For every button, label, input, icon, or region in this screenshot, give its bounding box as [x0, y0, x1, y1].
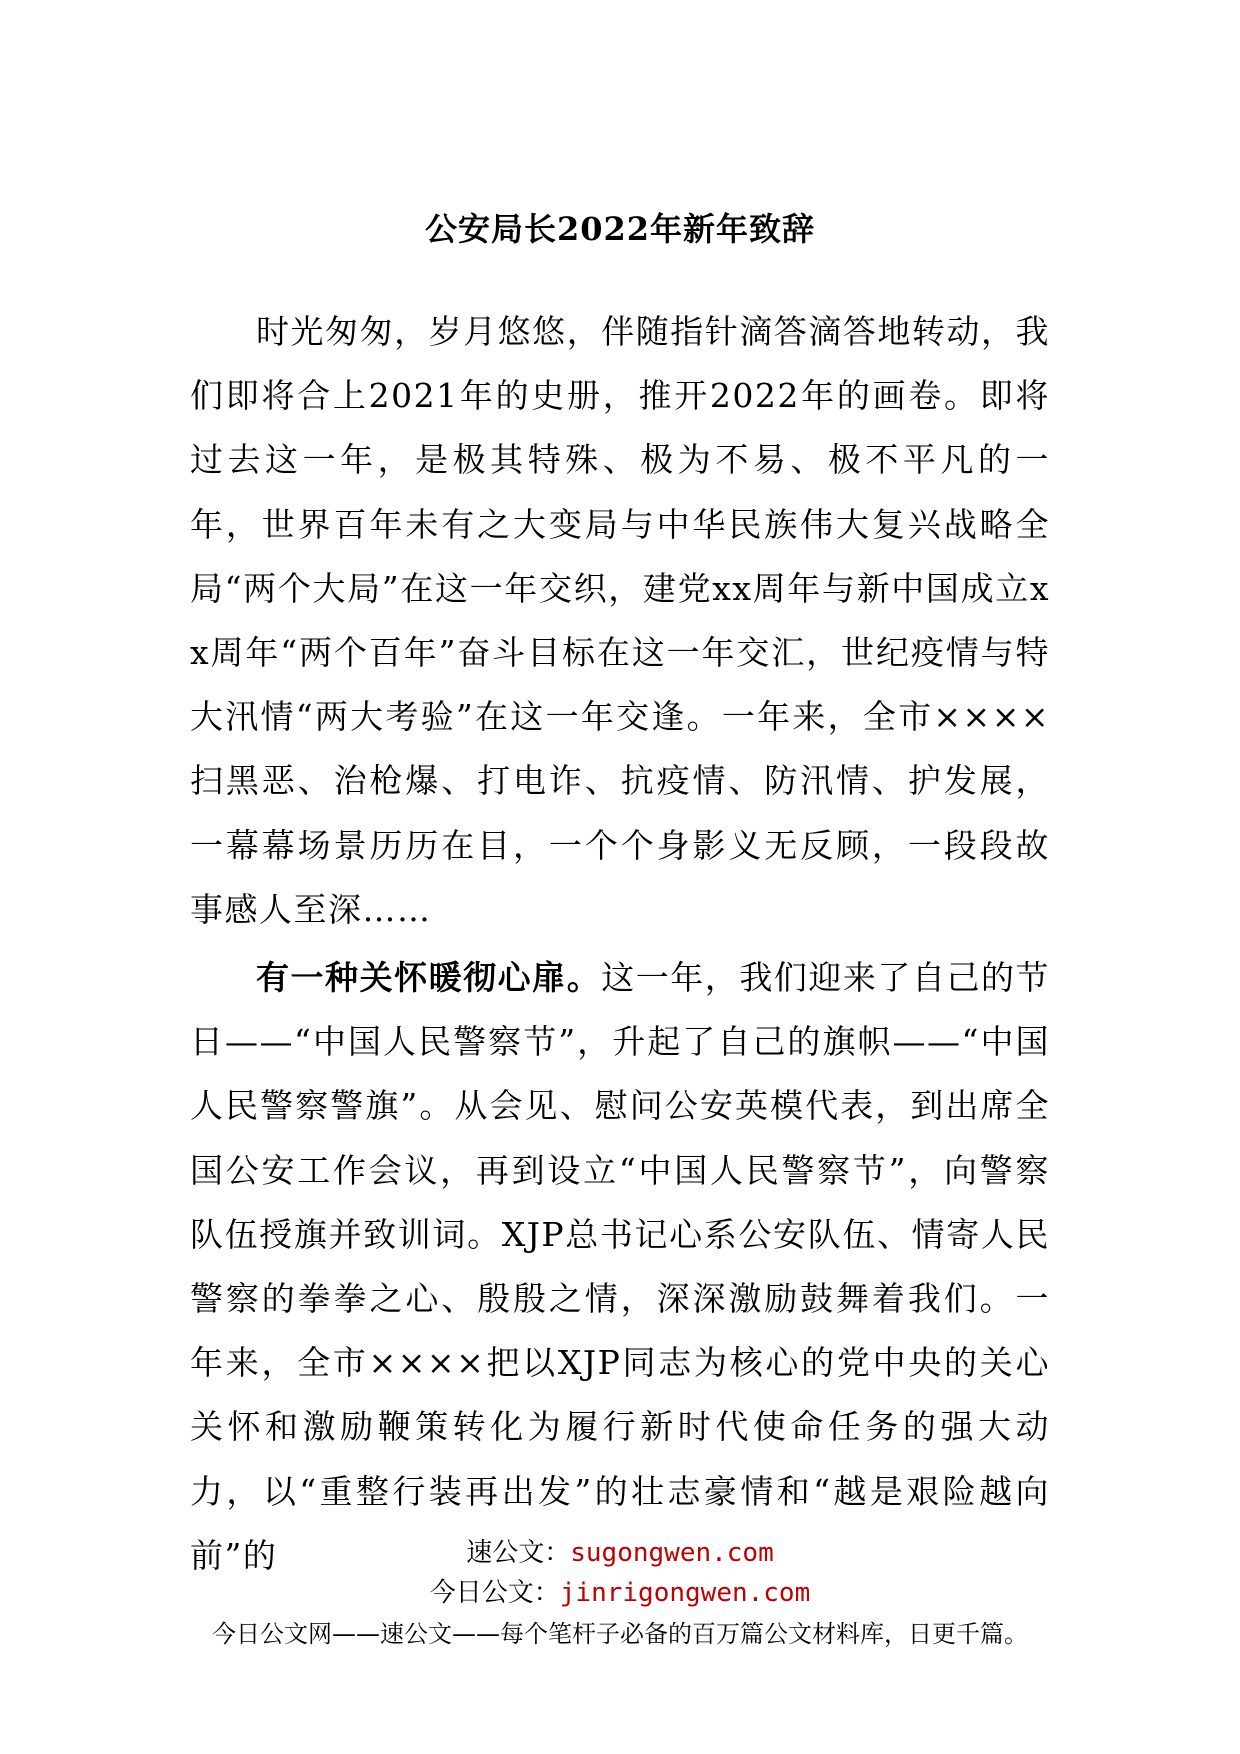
footer-jinrigongwen-link[interactable]: jinrigongwen.com — [559, 1578, 811, 1608]
footer-sugongwen — [0, 1536, 1240, 1570]
paragraph-2-lead: 有一种关怀暖彻心扉。 — [256, 958, 602, 997]
paragraph-2 — [190, 946, 1050, 1588]
document-title: 公安局长2022年新年致辞 — [424, 210, 816, 248]
footer-sugongwen-label: 速公文： — [466, 1538, 571, 1568]
footer-jinrigongwen-label: 今日公文： — [429, 1578, 560, 1608]
footer-sugongwen-link[interactable]: sugongwen.com — [570, 1538, 774, 1568]
footer-slogan: 今日公文网——速公文——每个笔杆子必备的百万篇公文材料库，日更千篇。 — [212, 1620, 1028, 1648]
paragraph-2-body: 这一年，我们迎来了自己的节日——“中国人民警察节”，升起了自己的旗帜——“中国人民警察警旗”。从会见、慰问公安英模代表，到出席全国公安工作会议，再到设立“中国人民警察节”，向警察队伍授旗并致训词。XJP总书记心系公安队伍、情寄人民警察的拳拳之心、殷殷之情，深深激励鼓舞着我们。一年来，全市××××把以XJP同志为核心的党中央的关心关怀和激励鞭策转化为履行新时代使命任务的强大动力，以“重整行装再出发”的壮志豪情和“越是艰险越向前”的 — [190, 958, 1051, 1575]
footer-jinrigongwen — [0, 1576, 1240, 1610]
paragraph-1: 时光匆匆，岁月悠悠，伴随指针滴答滴答地转动，我们即将合上2021年的史册，推开2022年的画卷。即将过去这一年，是极其特殊、极为不易、极不平凡的一年，世界百年未有之大变局与中华民族伟大复兴战略全局“两个大局”在这一年交织，建党xx周年与新中国成立xx周年“两个百年”奋斗目标在这一年交汇，世纪疫情与特大汛情“两大考验”在这一年交逢。一年来，全市××××扫黑恶、治枪爆、打电诈、抗疫情、防汛情、护发展，一幕幕场景历历在目，一个个身影义无反顾，一段段故事感人至深…… — [190, 312, 1050, 929]
